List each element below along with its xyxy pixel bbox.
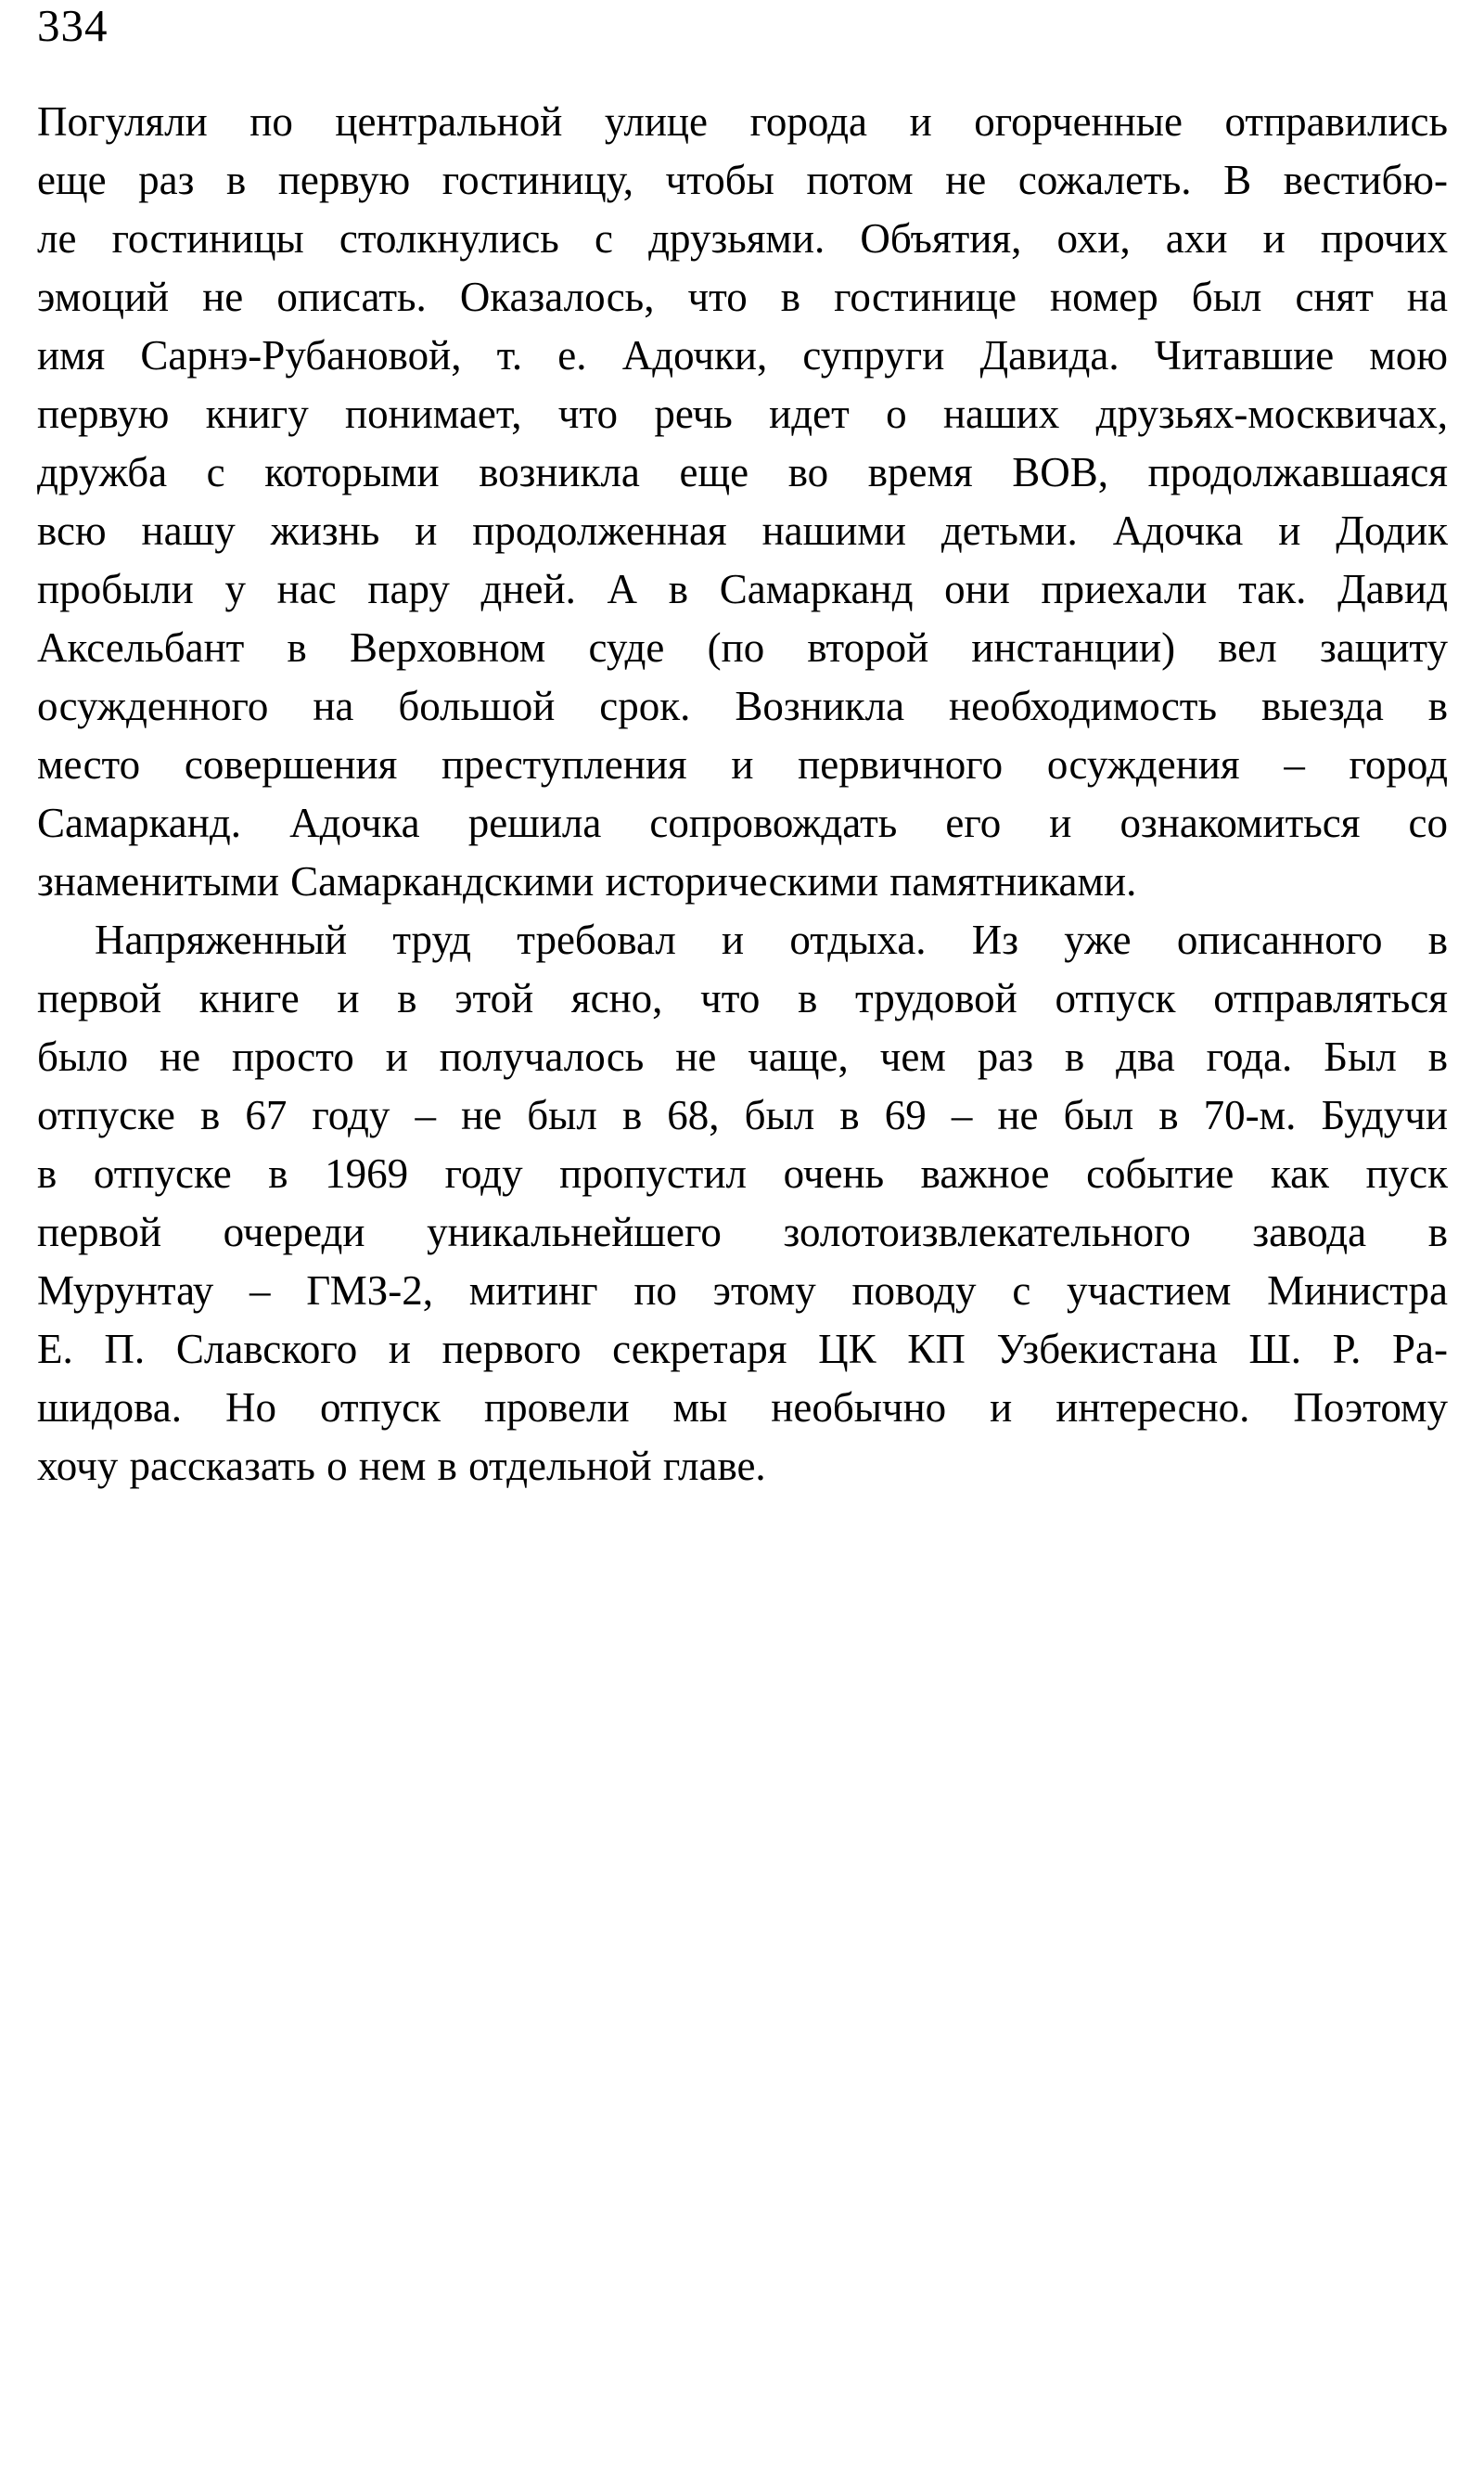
text-line: Е. П. Славского и первого секретаря ЦК КП Узбекистана Ш. Р. Ра- [37, 1326, 1448, 1372]
text-line: знаменитыми Самаркандскими историческими памятниками. [37, 858, 1137, 905]
text-line: пробыли у нас пару дней. А в Самарканд они приехали так. Давид [37, 566, 1448, 612]
text-line: первой книге и в этой ясно, что в трудовой отпуск отправляться [37, 975, 1448, 1021]
text-line: первой очереди уникальнейшего золотоизвлекательного завода в [37, 1209, 1448, 1255]
text-line: в отпуске в 1969 году пропустил очень важное событие как пуск [37, 1150, 1448, 1197]
paragraph-1 [37, 93, 1448, 911]
text-line: отпуске в 67 году – не был в 68, был в 69 – не был в 70-м. Будучи [37, 1092, 1448, 1138]
text-line: Самарканд. Адочка решила сопровождать его и ознакомиться со [37, 800, 1448, 846]
text-line: ле гостиницы столкнулись с друзьями. Объятия, охи, ахи и прочих [37, 215, 1448, 262]
text-line: шидова. Но отпуск провели мы необычно и интересно. Поэтому [37, 1384, 1448, 1431]
text-line: хочу рассказать о нем в отдельной главе. [37, 1443, 766, 1489]
text-line: Аксельбант в Верховном суде (по второй инстанции) вел защиту [37, 624, 1448, 671]
text-line: осужденного на большой срок. Возникла необходимость выезда в [37, 683, 1448, 729]
text-line: эмоций не описать. Оказалось, что в гостинице номер был снят на [37, 274, 1448, 320]
text-line: первую книгу понимает, что речь идет о наших друзьях-москвичах, [37, 391, 1448, 437]
text-line: еще раз в первую гостиницу, чтобы потом не сожалеть. В вестибю- [37, 157, 1448, 203]
text-line: всю нашу жизнь и продолженная нашими детьми. Адочка и Додик [37, 507, 1448, 554]
text-line: Погуляли по центральной улице города и огорченные отправились [37, 98, 1448, 145]
paragraph-2 [37, 911, 1448, 1496]
body-text [37, 93, 1448, 1496]
text-line: Мурунтау – ГМЗ-2, митинг по этому поводу с участием Министра [37, 1267, 1448, 1314]
text-line: имя Сарнэ-Рубановой, т. е. Адочки, супруги Давида. Читавшие мою [37, 332, 1448, 379]
text-line: было не просто и получалось не чаще, чем раз в два года. Был в [37, 1034, 1448, 1080]
text-line: место совершения преступления и первичного осуждения – город [37, 741, 1448, 788]
text-line: дружба с которыми возникла еще во время ВОВ, продолжавшаяся [37, 449, 1448, 495]
text-line: Напряженный труд требовал и отдыха. Из уже описанного в [95, 917, 1448, 963]
page-number: 334 [37, 0, 109, 51]
